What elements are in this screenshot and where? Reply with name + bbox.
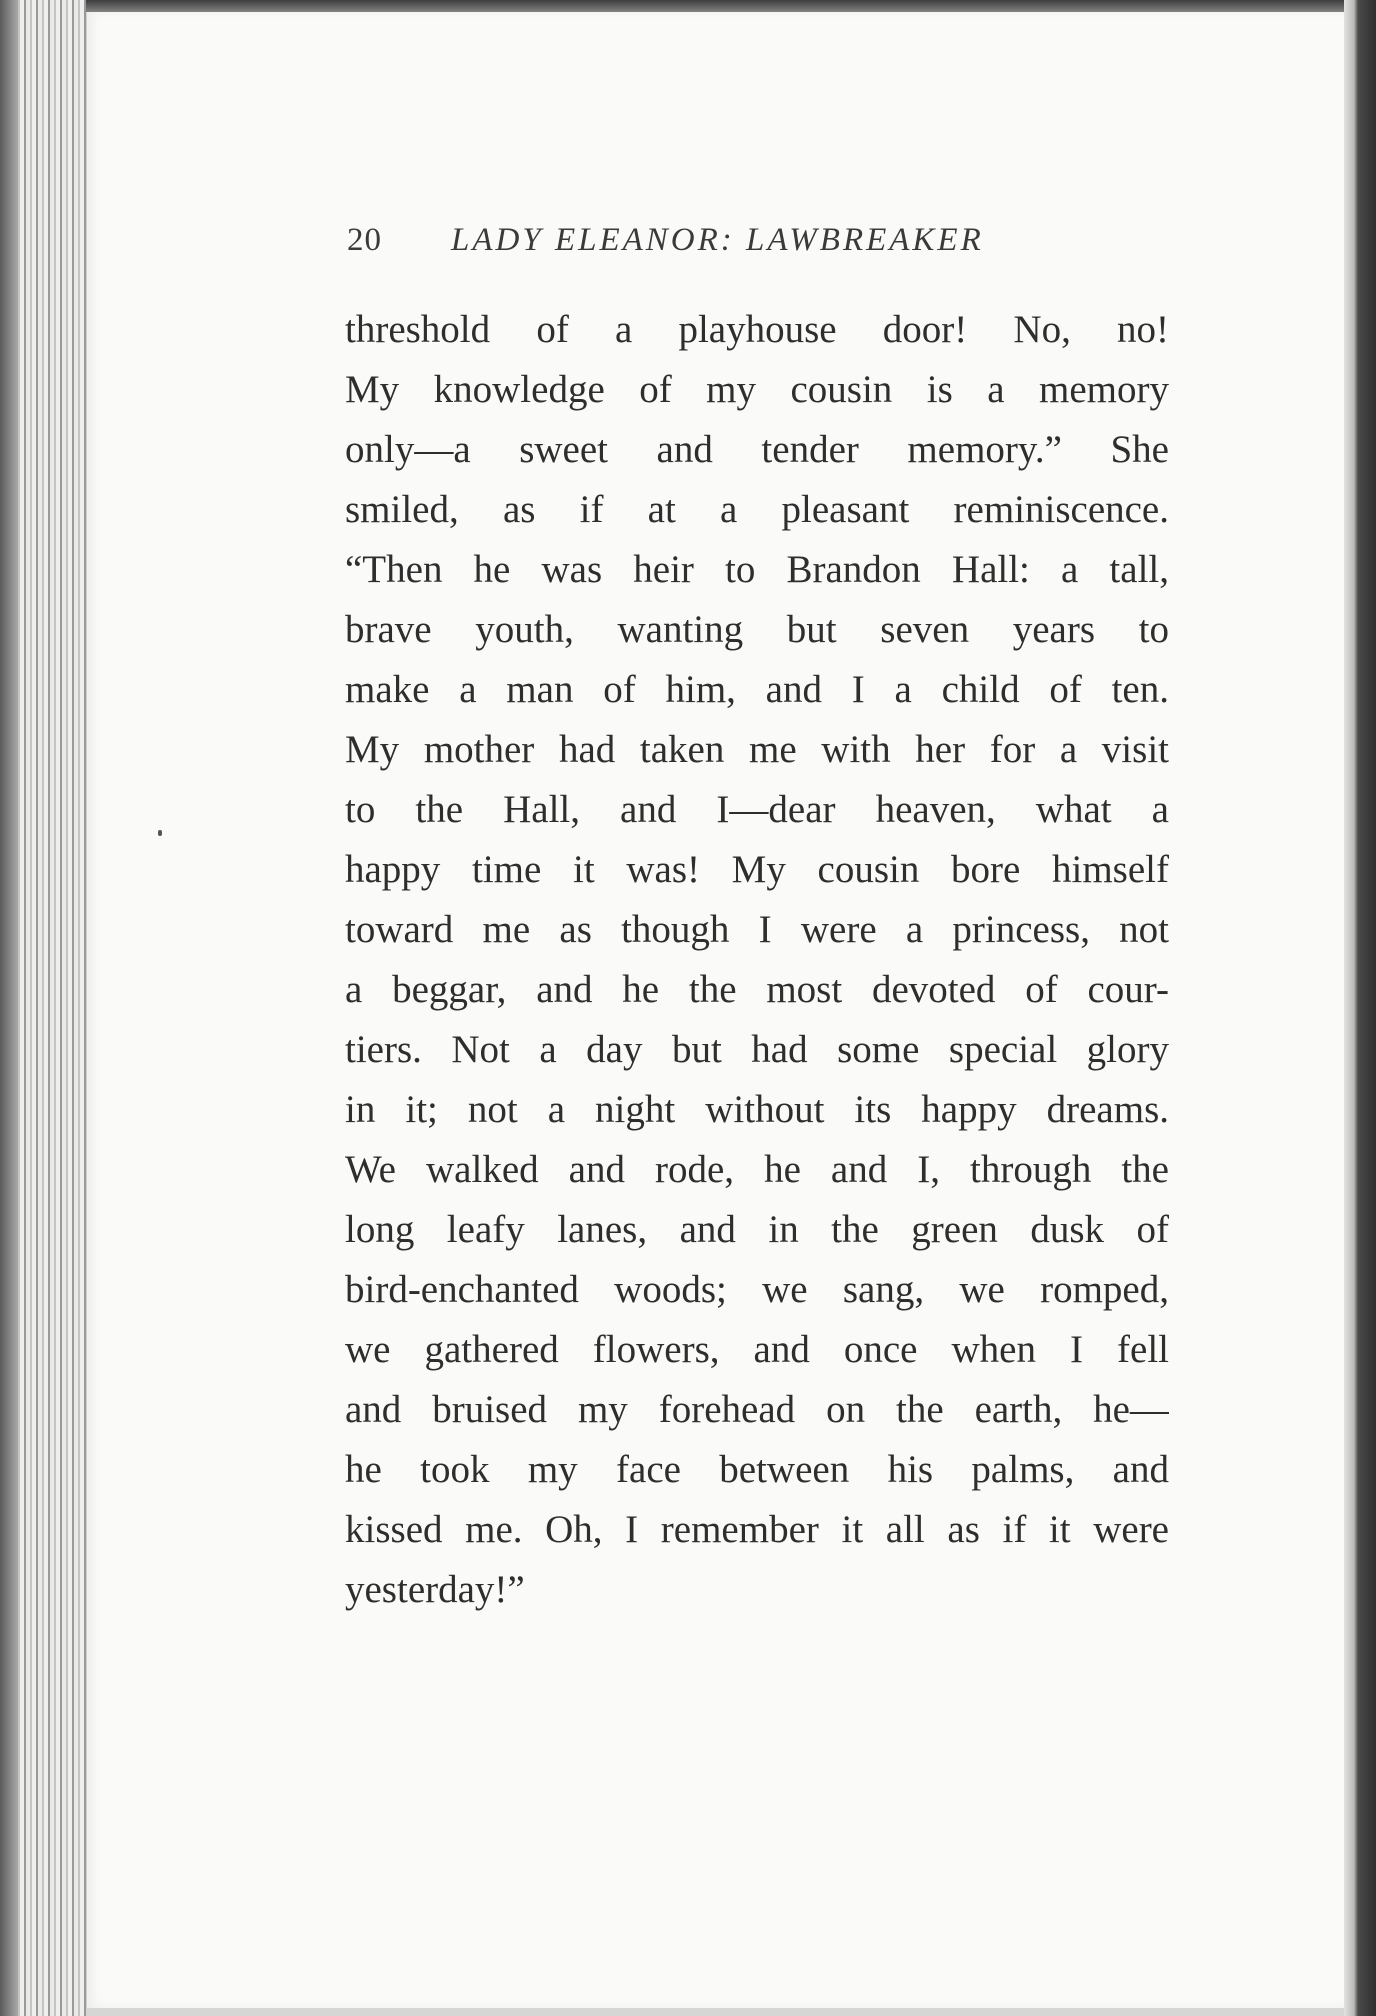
text-line: make a man of him, and I a child of ten.: [345, 668, 1169, 711]
text-line: a beggar, and he the most devoted of cour-: [345, 968, 1169, 1011]
text-line: “Then he was heir to Brandon Hall: a tall,: [345, 548, 1169, 591]
text-line: and bruised my forehead on the earth, he—: [345, 1388, 1169, 1431]
text-line: to the Hall, and I—dear heaven, what a: [345, 788, 1169, 831]
text-line: only—a sweet and tender memory.” She: [345, 428, 1169, 471]
text-line: in it; not a night without its happy dreams.: [345, 1088, 1169, 1131]
text-line: My mother had taken me with her for a visit: [345, 728, 1169, 771]
text-line: kissed me. Oh, I remember it all as if it were: [345, 1508, 1169, 1551]
page-right-edge: [1344, 0, 1376, 2016]
binding-shadow: [0, 0, 18, 2016]
text-line: happy time it was! My cousin bore himself: [345, 848, 1169, 891]
text-line: My knowledge of my cousin is a memory: [345, 368, 1169, 411]
text-line: long leafy lanes, and in the green dusk of: [345, 1208, 1169, 1251]
text-line: tiers. Not a day but had some special glory: [345, 1028, 1169, 1071]
running-head: [347, 222, 1063, 272]
scan-speck: [158, 830, 162, 836]
running-title: LADY ELEANOR: LAWBREAKER: [451, 222, 984, 258]
page-number: 20: [347, 222, 382, 258]
text-line: toward me as though I were a princess, not: [345, 908, 1169, 951]
text-line: bird-enchanted woods; we sang, we romped,: [345, 1268, 1169, 1311]
text-line: brave youth, wanting but seven years to: [345, 608, 1169, 651]
text-line: we gathered flowers, and once when I fell: [345, 1328, 1169, 1371]
text-line: smiled, as if at a pleasant reminiscence.: [345, 488, 1169, 531]
text-line: he took my face between his palms, and: [345, 1448, 1169, 1491]
text-line: yesterday!”: [345, 1568, 525, 1611]
text-line: threshold of a playhouse door! No, no!: [345, 308, 1169, 351]
body-text: [345, 300, 1169, 1620]
text-line: We walked and rode, he and I, through the: [345, 1148, 1169, 1191]
